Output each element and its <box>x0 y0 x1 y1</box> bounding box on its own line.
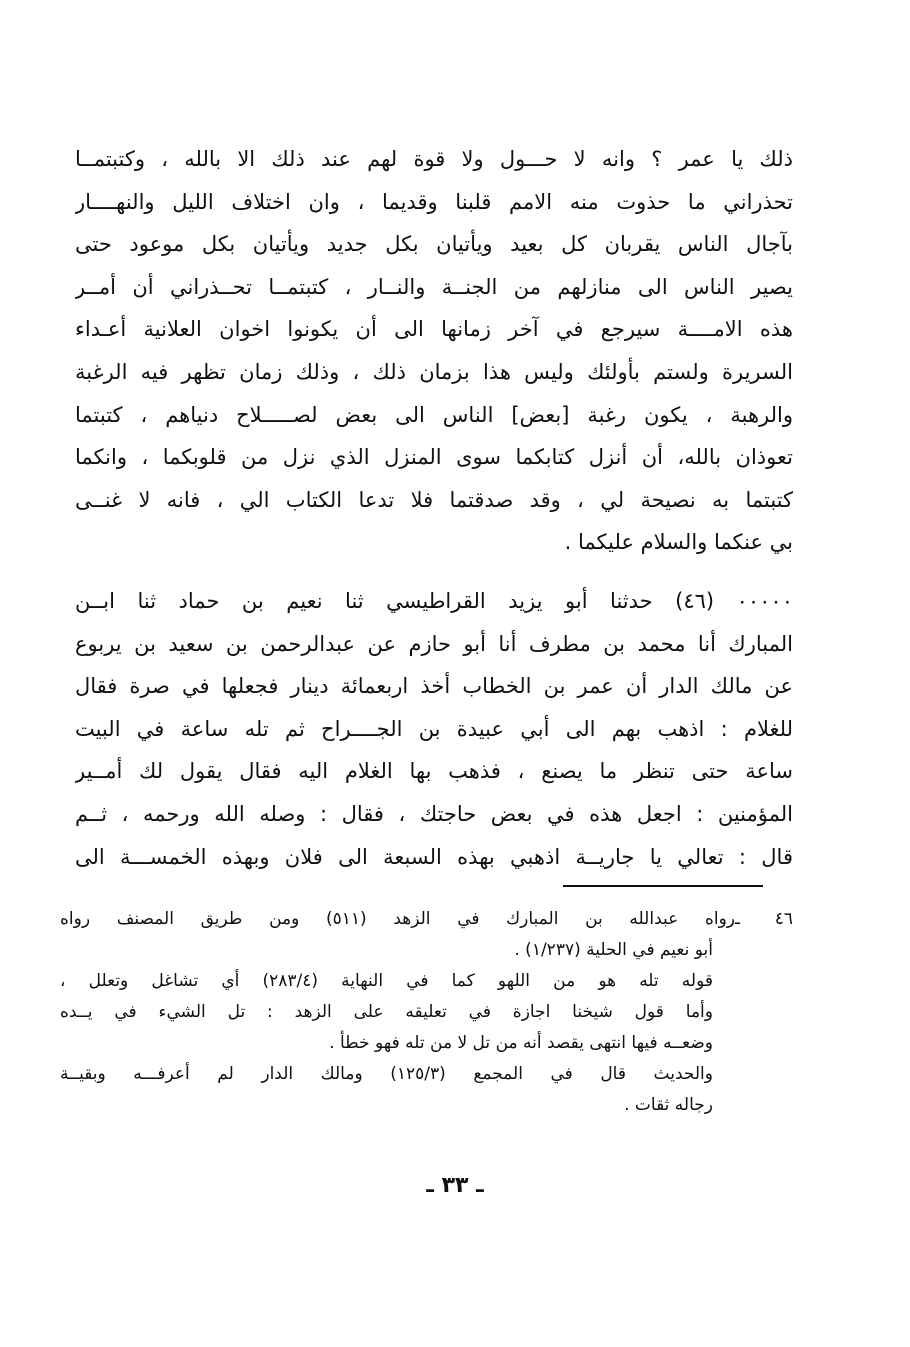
text-line: ساعة حتى تنظر ما يصنع ، فذهب بها الغلام اليه فقال يقول لك أمــير <box>75 759 793 784</box>
text-line: يصير الناس الى منازلهم من الجنــة والنــار ، كتبتمــا تحــذراني أن أمــر <box>75 274 793 299</box>
text-line: والرهبة ، يكون رغبة [بعض] الناس الى بعض لصـــــلاح دنياهم ، كتبتما <box>75 402 793 427</box>
footnote-line: والحديث قال في المجمع (١٢٥/٣) ومالك الدار لم أعرفـــه وبقيــة <box>60 1064 713 1084</box>
text-line: بآجال الناس يقربان كل بعيد ويأتيان بكل جديد ويأتيان بكل موعود حتى <box>75 232 793 257</box>
footnote-line: وضعــه فيها انتهى يقصد أنه من تل لا من تله فهو خطأ . <box>329 1033 713 1053</box>
text-line: كتبتما به نصيحة لي ، وقد صدقتما فلا تدعا الكتاب الي ، فانه لا غنــى <box>75 487 793 512</box>
text-line: ذلك يا عمر ؟ وانه لا حـــول ولا قوة لهم عند ذلك الا بالله ، وكتبتمــا <box>75 147 793 171</box>
footnote-line: أبو نعيم في الحلية (١/٢٣٧) . <box>514 940 713 960</box>
text-line: تعوذان بالله، أن أنزل كتابكما سوى المنزل الذي نزل من قلوبكما ، وانكما <box>75 445 793 470</box>
text-line: السريرة ولستم بأولئك وليس هذا بزمان ذلك ، وذلك زمان تظهر فيه الرغبة <box>75 359 793 384</box>
main-text-paragraph-1 <box>75 138 793 564</box>
footnote-line: وأما قول شيخنا اجازة في تعليقه على الزهد : تل الشيء في يــده <box>60 1002 713 1022</box>
text-line: بي عنكما والسلام عليكما . <box>564 530 793 555</box>
footnote-line: رجاله ثقات . <box>624 1095 713 1115</box>
text-line: عن مالك الدار أن عمر بن الخطاب أخذ اربعمائة دينار فجعلها في صرة فقال <box>75 674 793 699</box>
text-line: للغلام : اذهب بهم الى أبي عبيدة بن الجــــراح ثم تله ساعة في البيت <box>75 716 793 741</box>
text-line: تحذراني ما حذوت منه الامم قلبنا وقديما ، وان اختلاف الليل والنهــــار <box>75 189 793 214</box>
text-line: المبارك أنا محمد بن مطرف أنا أبو حازم عن عبدالرحمن بن سعيد بن يربوع <box>75 631 793 656</box>
footnote-text: رواه عبدالله بن المبارك في الزهد (٥١١) ومن طريق المصنف رواه <box>60 909 735 929</box>
text-line: المؤمنين : اجعل هذه في بعض حاجتك ، فقال : وصله الله ورحمه ، ثــم <box>75 801 793 826</box>
footnote-number: ٤٦ ـ <box>735 909 793 929</box>
main-text-paragraph-2 <box>75 580 793 878</box>
page-number: ـ ٣٣ ـ <box>426 1173 484 1198</box>
text-line: هذه الامــــة سيرجع في آخر زمانها الى أن يكونوا اخوان العلانية أعـداء <box>75 317 793 342</box>
footnote-line <box>60 904 793 935</box>
footnote-line: قوله تله هو من اللهو كما في النهاية (٢٨٣/٤) أي تشاغل وتعلل ، <box>60 971 713 991</box>
footnote-separator <box>563 885 763 887</box>
footnotes <box>60 904 793 1121</box>
text-line: قال : تعالي يا جاريــة اذهبي بهذه السبعة الى فلان وبهذه الخمســـة الى <box>75 844 793 869</box>
text-line: ٠٠٠٠٠ (٤٦) حدثنا أبو يزيد القراطيسي ثنا نعيم بن حماد ثنا ابــن <box>75 589 793 613</box>
